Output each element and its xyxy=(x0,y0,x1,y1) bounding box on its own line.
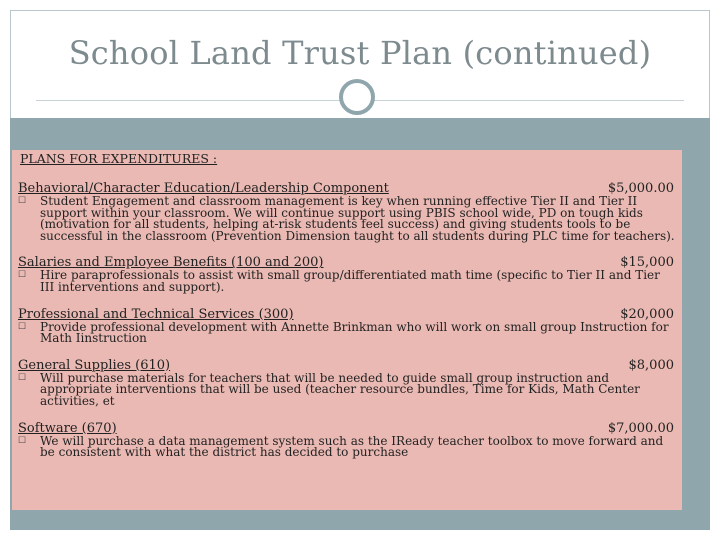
section-title: Salaries and Employee Benefits (100 and 200) xyxy=(18,255,324,271)
bullet-text: Provide professional development with Annette Brinkman who will work on small group Instruction for Math Iinstruction xyxy=(40,319,669,346)
bullet-text: Hire paraprofessionals to assist with small group/differentiated math time (specific to Tier II and Tier III interventions and support). xyxy=(40,268,660,294)
section-title: Software (670) xyxy=(18,420,117,436)
expenditure-plan-box xyxy=(12,150,682,510)
section-bullet xyxy=(18,270,676,293)
checkbox-bullet-icon: ☐ xyxy=(18,196,27,206)
section-title: General Supplies (610) xyxy=(18,357,171,373)
checkbox-bullet-icon: ☐ xyxy=(18,372,27,383)
section-bullet xyxy=(18,370,676,408)
expenditure-section xyxy=(18,181,676,242)
section-amount: $15,000 xyxy=(620,255,674,271)
bullet-text: Student Engagement and classroom management is key when running effective Tier II and Tier II support within your classroom. We will continue support using PBIS school wide, PD on tough kids (motivation for all students, helping at-risk students feel success) and giving students tools to be successful in the classroom (Prevention Dimension taught to all students during PLC time for teachers). xyxy=(40,194,675,243)
bullet-text: We will purchase a data management system such as the IReady teacher toolbox to move forward and be consistent with what the district has decided to purchase xyxy=(40,433,664,460)
bullet-text: Will purchase materials for teachers that will be needed to guide small group instruction and appropriate interventions that will be used (teacher resource bundles, Time for Kids, Math Center activities, et xyxy=(40,370,640,408)
section-title: Professional and Technical Services (300) xyxy=(18,306,294,322)
slide-title: School Land Trust Plan (continued) xyxy=(68,34,652,72)
circle-ornament-icon xyxy=(339,79,375,115)
section-bullet xyxy=(18,433,676,460)
expenditure-section xyxy=(18,421,676,459)
checkbox-bullet-icon: ☐ xyxy=(18,270,27,281)
expenditure-section xyxy=(18,307,676,345)
section-bullet xyxy=(18,196,676,242)
section-title: Behavioral/Character Education/Leadership Component xyxy=(18,181,389,196)
section-amount: $5,000.00 xyxy=(607,181,674,196)
section-amount: $8,000 xyxy=(628,357,674,373)
section-amount: $7,000.00 xyxy=(607,420,674,436)
section-amount: $20,000 xyxy=(620,306,674,322)
expenditure-section xyxy=(18,358,676,408)
checkbox-bullet-icon: ☐ xyxy=(18,321,27,332)
expenditure-section xyxy=(18,255,676,293)
section-bullet xyxy=(18,319,676,346)
checkbox-bullet-icon: ☐ xyxy=(18,435,27,446)
plan-header: PLANS FOR EXPENDITURES : xyxy=(20,151,218,166)
